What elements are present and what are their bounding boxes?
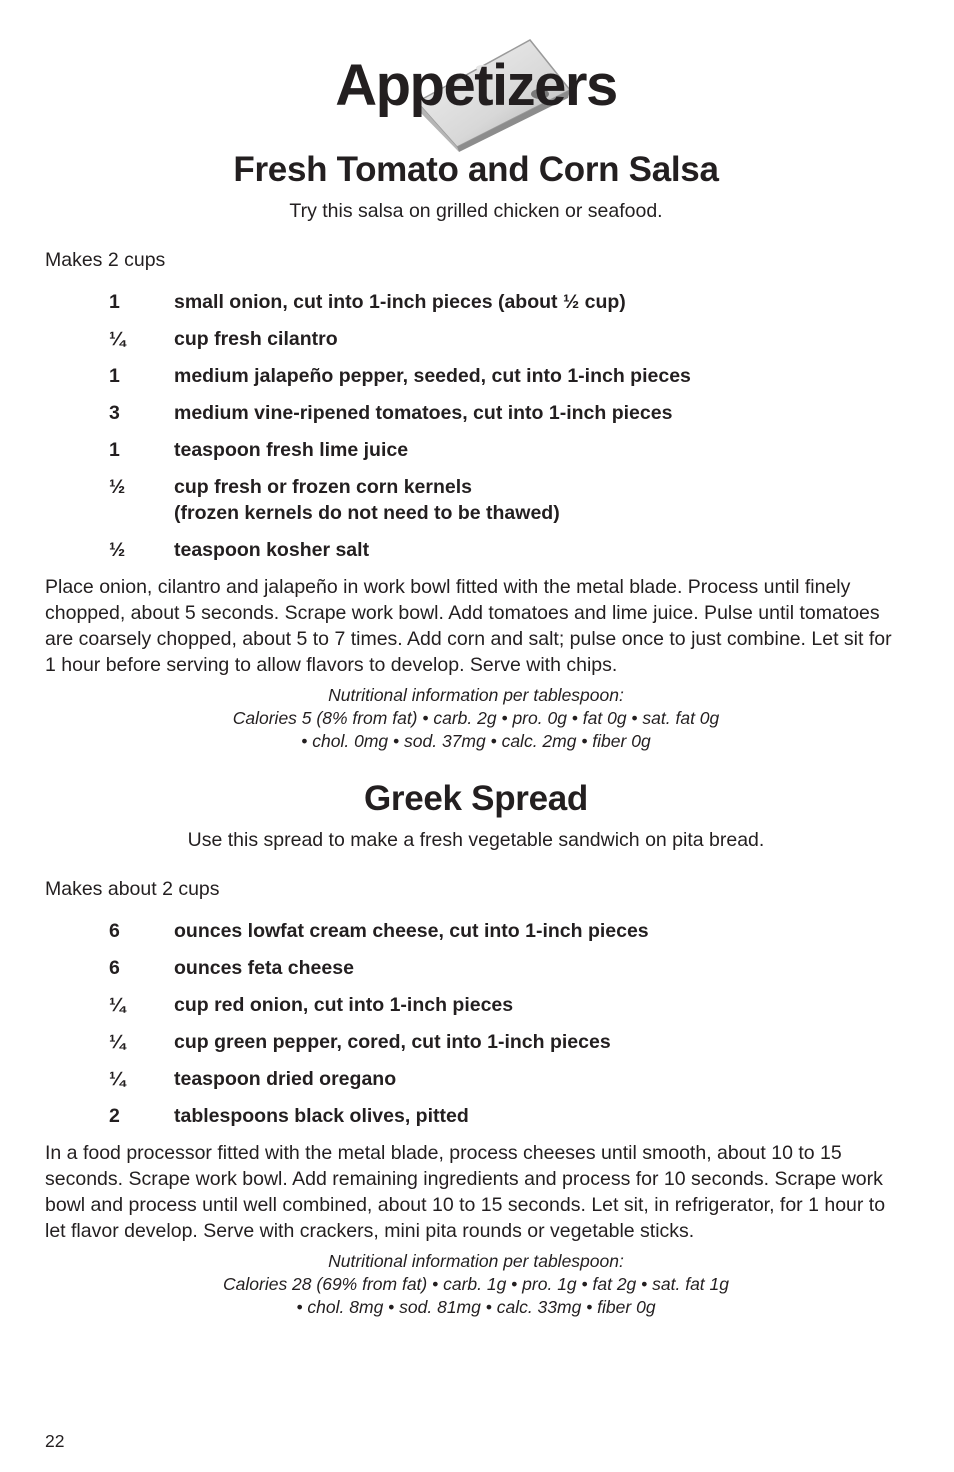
recipe-yield: Makes 2 cups xyxy=(45,249,166,271)
ingredient-description xyxy=(174,918,907,944)
ingredient-quantity: 1 xyxy=(109,291,120,313)
ingredient-text: medium jalapeño pepper, seeded, cut into 1-inch pieces xyxy=(174,365,691,387)
recipe-yield: Makes about 2 cups xyxy=(45,878,220,900)
nutrition-heading: Nutritional information per tablespoon: xyxy=(328,1251,624,1271)
recipe-title: Fresh Tomato and Corn Salsa xyxy=(233,150,719,189)
ingredient-quantity: ½ xyxy=(109,539,126,561)
ingredient-quantity: ¼ xyxy=(109,994,126,1016)
ingredient-row xyxy=(45,437,907,463)
nutrition-line: Calories 28 (69% from fat) • carb. 1g • pro. 1g • fat 2g • sat. fat 1g xyxy=(223,1274,729,1294)
nutrition-info xyxy=(45,1250,907,1319)
ingredient-description xyxy=(174,992,907,1018)
ingredient-description xyxy=(174,1066,907,1092)
recipe-subtitle: Use this spread to make a fresh vegetable sandwich on pita bread. xyxy=(187,829,765,851)
ingredient-text: teaspoon dried oregano xyxy=(174,1068,397,1090)
ingredient-note: (frozen kernels do not need to be thawed) xyxy=(174,502,560,524)
ingredient-description xyxy=(174,326,907,352)
recipe-method: Place onion, cilantro and jalapeño in work bowl fitted with the metal blade. Process until finely chopped, about 5 seconds. Scrape work bowl. Add tomatoes and lime juice. Pulse until tomatoes are coarsely chopped, about 5 to 7 times. Add corn and salt; pulse once to just combine. Let sit for 1 hour before serving to allow flavors to develop. Serve with chips. xyxy=(45,576,892,676)
ingredient-description xyxy=(174,400,907,426)
ingredient-row xyxy=(45,955,907,981)
ingredient-text: cup fresh cilantro xyxy=(174,328,338,350)
nutrition-line: • chol. 8mg • sod. 81mg • calc. 33mg • fiber 0g xyxy=(296,1297,656,1317)
ingredient-row xyxy=(45,289,907,315)
ingredient-description xyxy=(174,363,907,389)
ingredient-text: ounces lowfat cream cheese, cut into 1-inch pieces xyxy=(174,920,649,942)
ingredient-quantity: ½ xyxy=(109,476,126,498)
ingredient-description xyxy=(174,289,907,315)
ingredient-quantity: 3 xyxy=(109,402,120,424)
ingredient-quantity: 1 xyxy=(109,365,120,387)
ingredient-text: teaspoon kosher salt xyxy=(174,539,370,561)
ingredient-quantity: 6 xyxy=(109,920,120,942)
ingredient-row xyxy=(45,1103,907,1129)
ingredient-quantity: 6 xyxy=(109,957,120,979)
ingredient-quantity: 2 xyxy=(109,1105,120,1127)
ingredient-row xyxy=(45,992,907,1018)
ingredient-list xyxy=(45,289,907,563)
ingredient-row xyxy=(45,363,907,389)
ingredient-quantity: ¼ xyxy=(109,328,126,350)
ingredient-text: cup green pepper, cored, cut into 1-inch pieces xyxy=(174,1031,611,1053)
ingredient-text: small onion, cut into 1-inch pieces (about ½ cup) xyxy=(174,291,626,313)
ingredient-quantity: ¼ xyxy=(109,1068,126,1090)
ingredient-row xyxy=(45,1029,907,1055)
nutrition-heading: Nutritional information per tablespoon: xyxy=(328,685,624,705)
ingredient-text: teaspoon fresh lime juice xyxy=(174,439,409,461)
nutrition-line: Calories 5 (8% from fat) • carb. 2g • pro. 0g • fat 0g • sat. fat 0g xyxy=(232,708,720,728)
ingredient-description xyxy=(174,537,907,563)
ingredient-row xyxy=(45,474,907,526)
ingredient-description xyxy=(174,1103,907,1129)
ingredient-list xyxy=(45,918,907,1129)
ingredient-description xyxy=(174,955,907,981)
recipe-subtitle: Try this salsa on grilled chicken or seafood. xyxy=(289,200,663,222)
recipe-greek-spread xyxy=(45,779,907,1319)
ingredient-row xyxy=(45,537,907,563)
page-title: Appetizers xyxy=(335,53,617,118)
ingredient-text: cup fresh or frozen corn kernels xyxy=(174,476,472,498)
ingredient-description xyxy=(174,1029,907,1055)
recipe-fresh-tomato-corn-salsa xyxy=(45,150,907,753)
ingredient-text: tablespoons black olives, pitted xyxy=(174,1105,469,1127)
recipe-method: In a food processor fitted with the metal blade, process cheeses until smooth, about 10 to 15 seconds. Scrape work bowl. Add remaining ingredients and process for 10 seconds. Scrape work bowl and process until well combined, about 10 to 15 seconds. Let sit, in refrigerator, for 1 hour to let flavor develop. Serve with crackers, mini pita rounds or vegetable sticks. xyxy=(45,1142,886,1242)
ingredient-quantity: ¼ xyxy=(109,1031,126,1053)
ingredient-description xyxy=(174,474,907,526)
ingredient-text: medium vine-ripened tomatoes, cut into 1-inch pieces xyxy=(174,402,673,424)
ingredient-description xyxy=(174,437,907,463)
page xyxy=(45,0,907,1319)
page-header xyxy=(45,0,907,150)
recipe-title: Greek Spread xyxy=(363,779,589,818)
ingredient-text: ounces feta cheese xyxy=(174,957,354,979)
page-number: 22 xyxy=(45,1431,65,1451)
ingredient-row xyxy=(45,400,907,426)
ingredient-quantity: 1 xyxy=(109,439,120,461)
ingredient-row xyxy=(45,918,907,944)
nutrition-line: • chol. 0mg • sod. 37mg • calc. 2mg • fiber 0g xyxy=(301,731,651,751)
nutrition-info xyxy=(45,684,907,753)
ingredient-text: cup red onion, cut into 1-inch pieces xyxy=(174,994,514,1016)
ingredient-row xyxy=(45,1066,907,1092)
ingredient-row xyxy=(45,326,907,352)
